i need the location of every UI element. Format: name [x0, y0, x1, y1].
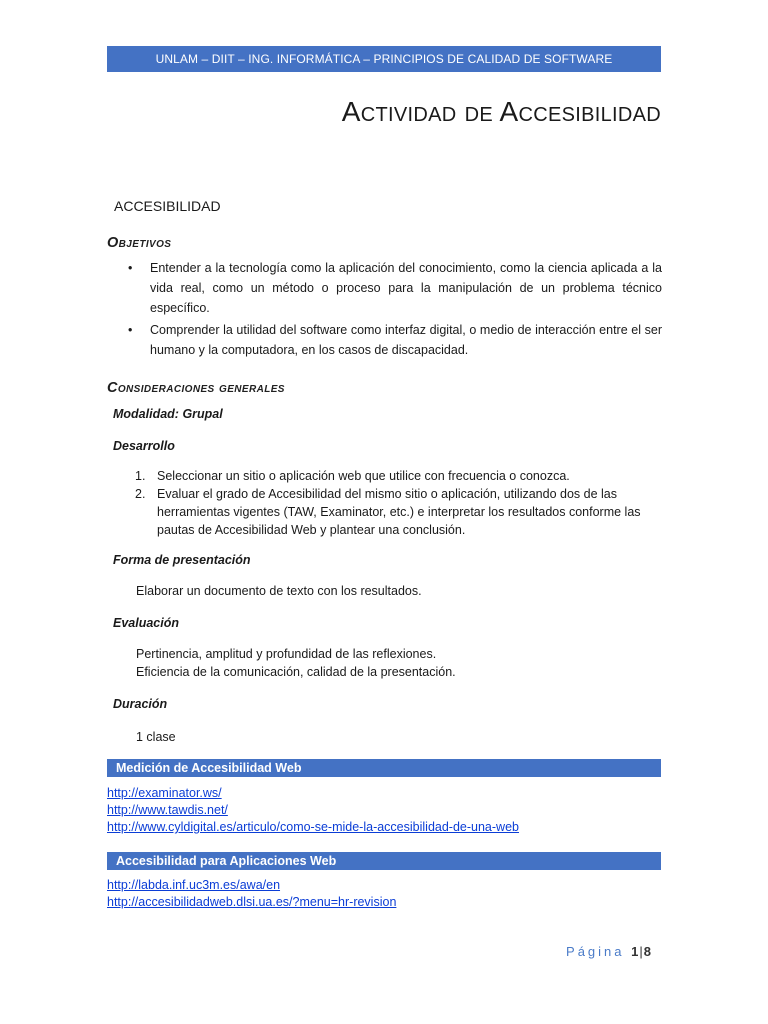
consideraciones-heading: Consideraciones generales — [107, 380, 285, 396]
desarrollo-list — [135, 467, 662, 539]
desarrollo-label: Desarrollo — [113, 439, 175, 453]
evaluacion-text: Pertinencia, amplitud y profundidad de las reflexiones. Eficiencia de la comunicación, calidad de la presentación. — [136, 647, 456, 679]
aplicaciones-band: Accesibilidad para Aplicaciones Web — [107, 852, 661, 870]
section-label: ACCESIBILIDAD — [114, 198, 221, 214]
link-cyldigital[interactable]: http://www.cyldigital.es/articulo/como-se-mide-la-accesibilidad-de-una-web — [107, 820, 519, 834]
bullet-icon: • — [128, 323, 133, 337]
duracion-text: 1 clase — [136, 730, 176, 744]
page-footer — [566, 944, 652, 959]
link-labda[interactable]: http://labda.inf.uc3m.es/awa/en — [107, 878, 281, 892]
list-item: • Comprender la utilidad del software como interfaz digital, o medio de interacción entre el ser humano y la computadora, en los casos de discapacidad. — [128, 320, 662, 360]
forma-label: Forma de presentación — [113, 553, 251, 567]
link-accesibilidadweb[interactable]: http://accesibilidadweb.dlsi.ua.es/?menu=hr-revision — [107, 895, 397, 909]
duracion-label: Duración — [113, 697, 168, 711]
list-item: • Entender a la tecnología como la aplicación del conocimiento, como la ciencia aplicada a la vida real, como un método o proceso para la manipulación de un problema técnico específico. — [128, 258, 662, 318]
objetivos-heading: Objetivos — [107, 235, 172, 251]
forma-text: Elaborar un documento de texto con los resultados. — [136, 584, 422, 598]
link-tawdis[interactable]: http://www.tawdis.net/ — [107, 803, 228, 817]
link-examinator[interactable]: http://examinator.ws/ — [107, 786, 222, 800]
list-item: 1. Seleccionar un sitio o aplicación web que utilice con frecuencia o conozca. — [135, 469, 570, 483]
footer-label: Página — [566, 944, 625, 959]
list-item: 2. Evaluar el grado de Accesibilidad del mismo sitio o aplicación, utilizando dos de las herramientas vigentes (TAW, Examinator, etc.) e interpretar los resultados conforme las pautas de Accesibilidad Web y plantear una conclusión. — [135, 487, 641, 537]
header-text: UNLAM – DIIT – ING. INFORMÁTICA – PRINCIPIOS DE CALIDAD DE SOFTWARE — [155, 52, 613, 66]
aplicaciones-links — [107, 877, 396, 911]
footer-sep: | — [639, 944, 644, 959]
header-bar — [107, 46, 661, 72]
medicion-band: Medición de Accesibilidad Web — [107, 759, 661, 777]
modalidad-label: Modalidad: Grupal — [113, 407, 223, 421]
bullet-icon: • — [128, 261, 133, 275]
objetivos-list — [128, 258, 662, 362]
page-title: Actividad de Accesibilidad — [341, 96, 661, 127]
footer-total: 8 — [643, 944, 652, 959]
evaluacion-label: Evaluación — [113, 616, 179, 630]
footer-page: 1 — [631, 944, 640, 959]
medicion-links — [107, 785, 519, 836]
